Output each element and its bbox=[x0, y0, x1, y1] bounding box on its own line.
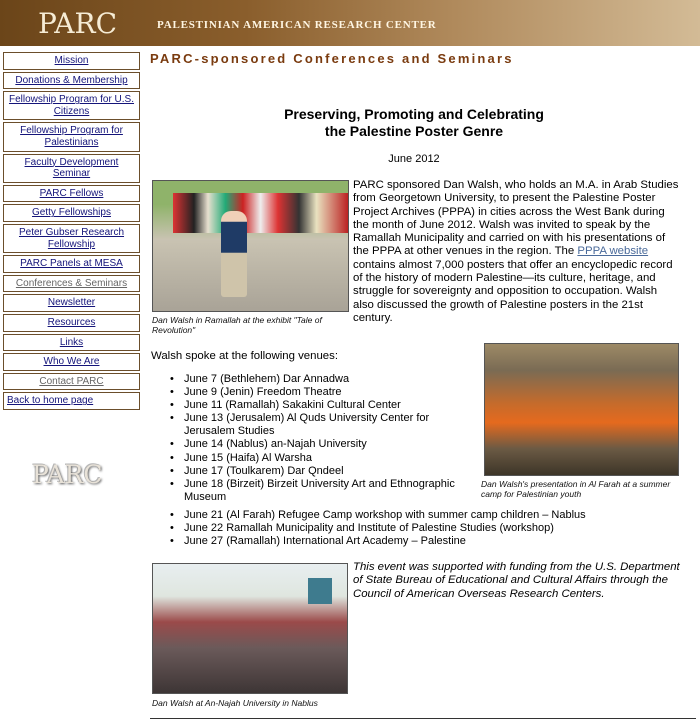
list-item: • June 15 (Haifa) Al Warsha bbox=[170, 452, 480, 465]
parc-logo[interactable]: PARC bbox=[38, 7, 117, 40]
page-title bbox=[150, 106, 678, 140]
photo3-caption: Dan Walsh at An-Najah University in Nablus bbox=[152, 698, 318, 708]
sidebar-nav bbox=[3, 52, 140, 412]
list-item: • June 17 (Toulkarem) Dar Qndeel bbox=[170, 465, 480, 478]
header-banner bbox=[0, 0, 700, 46]
list-item: • June 22 Ramallah Municipality and Institute of Palestine Studies (workshop) bbox=[170, 522, 690, 535]
list-item: • June 27 (Ramallah) International Art Academy – Palestine bbox=[170, 535, 690, 548]
photo-an-najah bbox=[152, 563, 348, 694]
sidebar-item-who-we-are[interactable]: Who We Are bbox=[3, 353, 140, 371]
section-heading: PARC-sponsored Conferences and Seminars bbox=[150, 51, 514, 66]
sidebar-item-gubser[interactable]: Peter Gubser Research Fellowship bbox=[3, 224, 140, 253]
title-line-1: Preserving, Promoting and Celebrating bbox=[284, 106, 544, 122]
list-item: • June 21 (Al Farah) Refugee Camp workshop with summer camp children – Nablus bbox=[170, 509, 690, 522]
list-item: • June 7 (Bethlehem) Dar Annadwa bbox=[170, 373, 480, 386]
list-item: • June 14 (Nablus) an-Najah University bbox=[170, 438, 480, 451]
photo2-caption: Dan Walsh's presentation in Al Farah at a summer camp for Palestinian youth bbox=[481, 479, 671, 499]
para-text-2: contains almost 7,000 posters that offer an encyclopedic record of the history of modern Palestine—its culture, heritage, and struggle for sovereignty and opposition to occupation. Walsh also discussed the growth of Palestine posters in the 21st century. bbox=[353, 258, 673, 324]
person-figure bbox=[221, 211, 247, 297]
sidebar-item-donations[interactable]: Donations & Membership bbox=[3, 72, 140, 90]
sidebar-item-links[interactable]: Links bbox=[3, 334, 140, 352]
org-name: PALESTINIAN AMERICAN RESEARCH CENTER bbox=[157, 19, 437, 31]
venues-list-continued bbox=[170, 509, 690, 548]
photo-ramallah-exhibit bbox=[152, 180, 349, 312]
photo-al-farah-camp bbox=[484, 343, 679, 476]
list-item: • June 9 (Jenin) Freedom Theatre bbox=[170, 386, 480, 399]
funding-note: This event was supported with funding from the U.S. Department of State Bureau of Educational and Cultural Affairs through the Council of American Overseas Research Centers. bbox=[353, 561, 680, 600]
list-item: • June 13 (Jerusalem) Al Quds University Center for Jerusalem Studies bbox=[170, 412, 480, 438]
sidebar-item-getty[interactable]: Getty Fellowships bbox=[3, 204, 140, 222]
sidebar-item-mission[interactable]: Mission bbox=[3, 52, 140, 70]
list-item: • June 11 (Ramallah) Sakakini Cultural Center bbox=[170, 399, 480, 412]
event-date: June 2012 bbox=[388, 153, 440, 165]
venues-intro: Walsh spoke at the following venues: bbox=[151, 350, 338, 362]
sidebar-item-contact[interactable]: Contact PARC bbox=[3, 373, 140, 391]
window bbox=[308, 578, 332, 604]
venues-list bbox=[170, 373, 480, 504]
sidebar-item-home[interactable]: Back to home page bbox=[3, 392, 140, 410]
sidebar-item-fellowship-us[interactable]: Fellowship Program for U.S. Citizens bbox=[3, 91, 140, 120]
intro-paragraph bbox=[353, 179, 680, 325]
sidebar-item-conferences[interactable]: Conferences & Seminars bbox=[3, 275, 140, 293]
sidebar-item-resources[interactable]: Resources bbox=[3, 314, 140, 332]
list-item: • June 18 (Birzeit) Birzeit University Art and Ethnographic Museum bbox=[170, 478, 480, 504]
sidebar-item-newsletter[interactable]: Newsletter bbox=[3, 294, 140, 312]
sidebar-parc-logo: PARC bbox=[32, 460, 103, 489]
sidebar-item-parc-fellows[interactable]: PARC Fellows bbox=[3, 185, 140, 203]
bottom-divider bbox=[150, 718, 696, 719]
poster-wall bbox=[173, 193, 348, 233]
title-line-2: the Palestine Poster Genre bbox=[324, 123, 504, 139]
sidebar-item-mesa[interactable]: PARC Panels at MESA bbox=[3, 255, 140, 273]
sidebar-item-faculty-seminar[interactable]: Faculty Development Seminar bbox=[3, 154, 140, 183]
photo1-caption: Dan Walsh in Ramallah at the exhibit "Tale of Revolution" bbox=[152, 315, 322, 335]
sidebar-item-fellowship-palestinians[interactable]: Fellowship Program for Palestinians bbox=[3, 122, 140, 151]
para-text-1: PARC sponsored Dan Walsh, who holds an M.A. in Arab Studies from Georgetown University, to present the Palestine Poster Project Archives (PPPA) in cities across the West Bank during the month of June 2012. Walsh was invited to speak by the Ramallah Municipality and carried on with his presentations of the PPPA at other venues in the region. The bbox=[353, 179, 679, 258]
pppa-website-link[interactable]: PPPA website bbox=[577, 245, 649, 258]
